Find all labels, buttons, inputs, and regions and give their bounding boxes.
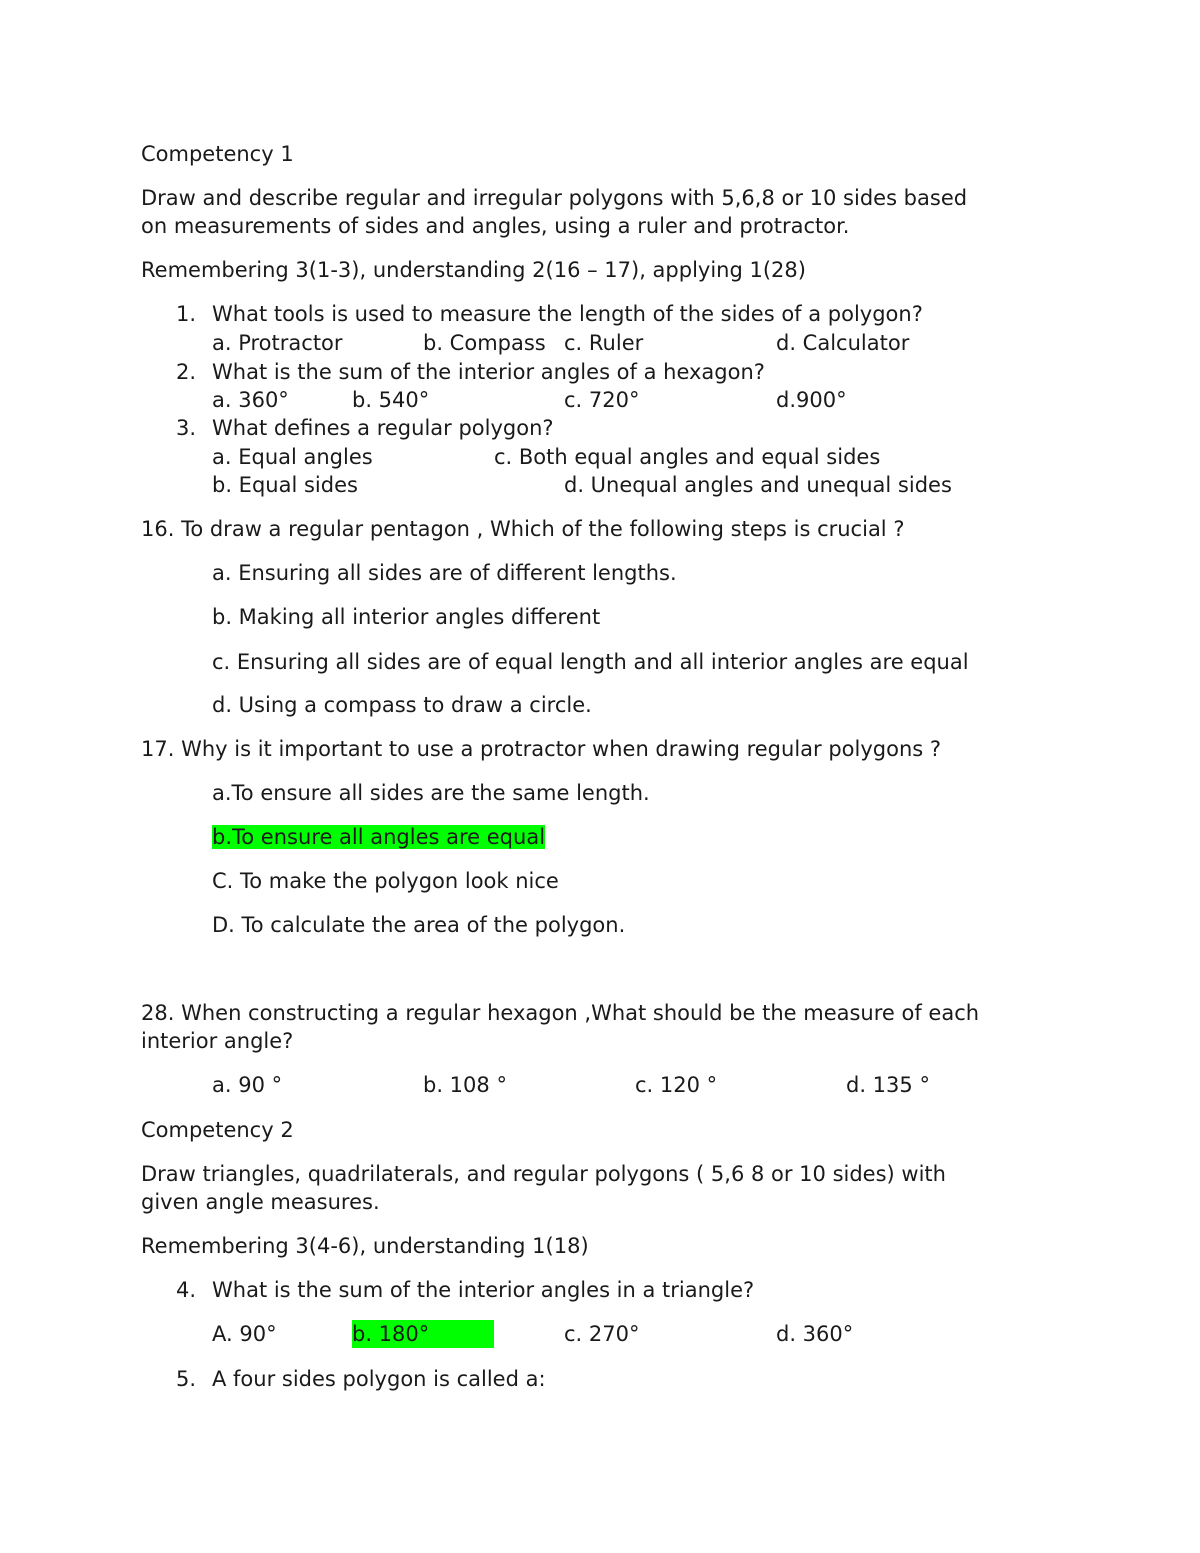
question-2-option-b: b. 540° xyxy=(352,388,430,412)
question-1-option-a: a. Protractor xyxy=(212,331,343,355)
question-3-option-d: d. Unequal angles and unequal sides xyxy=(564,473,952,497)
competency-1-description-line-2: on measurements of sides and angles, using a ruler and protractor. xyxy=(141,214,850,238)
question-16-text: 16. To draw a regular pentagon , Which of the following steps is crucial ? xyxy=(141,517,905,541)
competency-1-levels: Remembering 3(1-3), understanding 2(16 – 17), applying 1(28) xyxy=(141,258,806,282)
question-4-option-c: c. 270° xyxy=(564,1322,640,1346)
question-2-text: What is the sum of the interior angles of a hexagon? xyxy=(212,360,765,384)
question-28-option-b: b. 108 ° xyxy=(423,1073,507,1097)
competency-1-heading: Competency 1 xyxy=(141,142,294,166)
question-2-number: 2. xyxy=(176,360,197,384)
question-5-text: A four sides polygon is called a: xyxy=(212,1367,546,1391)
question-4-number: 4. xyxy=(176,1278,197,1302)
question-16-option-b: b. Making all interior angles different xyxy=(212,605,601,629)
question-16-option-d: d. Using a compass to draw a circle. xyxy=(212,693,592,717)
question-17-option-b xyxy=(212,823,545,851)
competency-2-description-line-2: given angle measures. xyxy=(141,1190,380,1214)
question-4-text: What is the sum of the interior angles in a triangle? xyxy=(212,1278,755,1302)
question-4-option-b: b. 180° xyxy=(352,1320,494,1348)
question-2-option-c: c. 720° xyxy=(564,388,640,412)
question-17-option-d: D. To calculate the area of the polygon. xyxy=(212,913,626,937)
question-17-text: 17. Why is it important to use a protractor when drawing regular polygons ? xyxy=(141,737,942,761)
question-1-text: What tools is used to measure the length of the sides of a polygon? xyxy=(212,302,923,326)
question-3-option-b: b. Equal sides xyxy=(212,473,358,497)
question-28-option-a: a. 90 ° xyxy=(212,1073,283,1097)
competency-2-levels: Remembering 3(4-6), understanding 1(18) xyxy=(141,1234,589,1258)
question-16-option-a: a. Ensuring all sides are of different lengths. xyxy=(212,561,677,585)
competency-2-heading: Competency 2 xyxy=(141,1118,294,1142)
question-1-number: 1. xyxy=(176,302,197,326)
question-4-option-d: d. 360° xyxy=(776,1322,854,1346)
question-1-option-d: d. Calculator xyxy=(776,331,910,355)
question-2-option-d: d.900° xyxy=(776,388,847,412)
question-28-text-line-1: 28. When constructing a regular hexagon ,What should be the measure of each xyxy=(141,1001,980,1025)
answer-highlight: b.To ensure all angles are equal xyxy=(212,825,546,849)
question-28-option-d: d. 135 ° xyxy=(846,1073,930,1097)
question-5-number: 5. xyxy=(176,1367,197,1391)
question-3-option-c: c. Both equal angles and equal sides xyxy=(494,445,881,469)
question-3-text: What defines a regular polygon? xyxy=(212,416,554,440)
question-17-option-a: a.To ensure all sides are the same length. xyxy=(212,781,650,805)
question-3-option-a: a. Equal angles xyxy=(212,445,373,469)
question-4-option-a: A. 90° xyxy=(212,1322,277,1346)
question-1-option-b: b. Compass xyxy=(423,331,546,355)
question-28-text-line-2: interior angle? xyxy=(141,1029,294,1053)
question-28-option-c: c. 120 ° xyxy=(635,1073,718,1097)
question-1-option-c: c. Ruler xyxy=(564,331,644,355)
competency-2-description-line-1: Draw triangles, quadrilaterals, and regular polygons ( 5,6 8 or 10 sides) with xyxy=(141,1162,946,1186)
question-3-number: 3. xyxy=(176,416,197,440)
question-16-option-c: c. Ensuring all sides are of equal length and all interior angles are equal xyxy=(212,650,969,674)
competency-1-description-line-1: Draw and describe regular and irregular polygons with 5,6,8 or 10 sides based xyxy=(141,186,968,210)
question-17-option-c: C. To make the polygon look nice xyxy=(212,869,559,893)
question-2-option-a: a. 360° xyxy=(212,388,289,412)
